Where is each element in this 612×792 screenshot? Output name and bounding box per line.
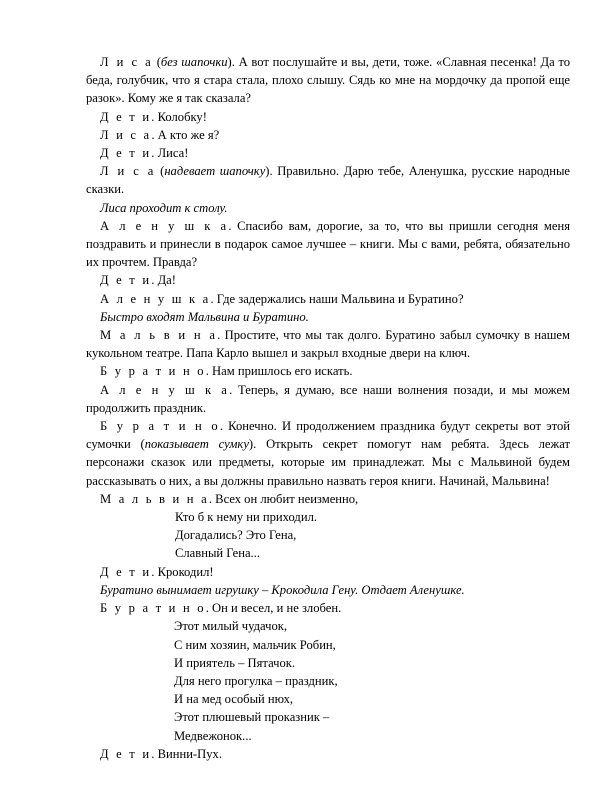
- verse-line: И приятель – Пятачок.: [174, 655, 296, 670]
- line-alenushka-2: А л е н у ш к а. Где задержались наши Мальвина и Буратино?: [100, 291, 464, 306]
- speaker: М а л ь в и н а: [100, 328, 218, 343]
- line-deti-4: Д е т и. Крокодил!: [100, 564, 214, 579]
- verse-line: И на мед особый нюх,: [174, 692, 294, 707]
- verse-line: С ним хозяин, мальчик Робин,: [174, 637, 336, 652]
- speaker: Д е т и: [100, 564, 152, 579]
- line-buratino-2: Б у р а т и н о. Конечно. И продолжением праздника будут секреты вот этой сумочки (показывает сумку). Открыть секрет помогут нам ребята. Здесь лежат персонажи сказок или предметы, которые им принадлежат. Мы с Мальвиной будем рассказывать о них, а вы должны правильно назвать героя книги. Начинай, Мальвина!: [86, 419, 570, 488]
- speaker: Д е т и: [100, 109, 152, 124]
- verse-line: Кто б к нему ни приходил.: [175, 510, 318, 525]
- line-buratino-1: Б у р а т и н о. Нам пришлось его искать.: [100, 364, 353, 379]
- stage-direction-2: Быстро входят Мальвина и Буратино.: [100, 309, 309, 324]
- speaker: А л е н у ш к а: [100, 382, 230, 397]
- speaker: Б у р а т и н о: [100, 601, 206, 616]
- speaker: Д е т и: [100, 273, 152, 288]
- line-deti-2: Д е т и. Лиса!: [100, 146, 189, 161]
- play-text: [86, 53, 570, 763]
- stage-direction-3: Буратино вынимает игрушку – Крокодила Гену. Отдает Аленушке.: [100, 582, 465, 597]
- speaker: М а л ь в и н а: [100, 491, 209, 506]
- line-malvina-1: М а л ь в и н а. Простите, что мы так долго. Буратино забыл сумочку в нашем кукольном театре. Папа Карло вышел и закрыл входные двери на ключ.: [86, 328, 570, 361]
- line-lisa-1: Л и с а (без шапочки). А вот послушайте и вы, дети, тоже. «Славная песенка! Да то беда, голубчик, что я стара стала, плохо слышу. Сядь ко мне на мордочку да пропой еще разок». Кому же я так сказала?: [86, 55, 571, 106]
- line-buratino-3: Б у р а т и н о. Он и весел, и не злобен.: [100, 601, 342, 616]
- line-deti-3: Д е т и. Да!: [100, 273, 176, 288]
- speaker: Б у р а т и н о: [100, 364, 206, 379]
- verse-line: Этот милый чудачок,: [174, 619, 288, 634]
- speaker: А л е н у ш к а: [100, 218, 229, 233]
- line-deti-5: Д е т и. Винни-Пух.: [100, 746, 222, 761]
- stage-direction: без шапочки: [160, 55, 228, 69]
- line-lisa-2: Л и с а. А кто же я?: [100, 127, 220, 142]
- line-lisa-3: Л и с а (надевает шапочку). Правильно. Дарю тебе, Аленушка, русские народные сказки.: [86, 164, 571, 197]
- line-malvina-2: М а л ь в и н а. Всех он любит неизменно,: [100, 491, 359, 506]
- verse-line: Этот плюшевый проказник –: [174, 710, 330, 725]
- stage-direction-1: Лиса проходит к столу.: [100, 200, 228, 215]
- verse-line: Догадались? Это Гена,: [175, 528, 297, 543]
- speaker: Л и с а: [100, 127, 152, 142]
- line-alenushka-1: А л е н у ш к а. Спасибо вам, дорогие, за то, что вы пришли сегодня меня поздравить и принесли в подарок самое лучшее – книги. Мы с вами, ребята, обязательно их прочтем. Правда?: [86, 218, 571, 270]
- stage-direction: надевает шапочку: [164, 164, 266, 179]
- stage-direction: показывает сумку: [144, 437, 249, 452]
- line-alenushka-3: А л е н у ш к а. Теперь, я думаю, все наши волнения позади, и мы можем продолжить праздник.: [86, 382, 570, 415]
- verse-line: Славный Гена...: [175, 546, 260, 561]
- speaker: А л е н у ш к а: [100, 291, 211, 306]
- speaker: Д е т и: [100, 746, 152, 761]
- speaker: Б у р а т и н о: [100, 419, 220, 434]
- verse-line: Для него прогулка – праздник,: [174, 673, 338, 688]
- speaker: Д е т и: [100, 146, 152, 161]
- speaker: Л и с а: [100, 55, 153, 69]
- verse-line: Медвежонок...: [174, 728, 252, 743]
- speaker: Л и с а: [100, 164, 156, 179]
- line-deti-1: Д е т и. Колобку!: [100, 109, 207, 124]
